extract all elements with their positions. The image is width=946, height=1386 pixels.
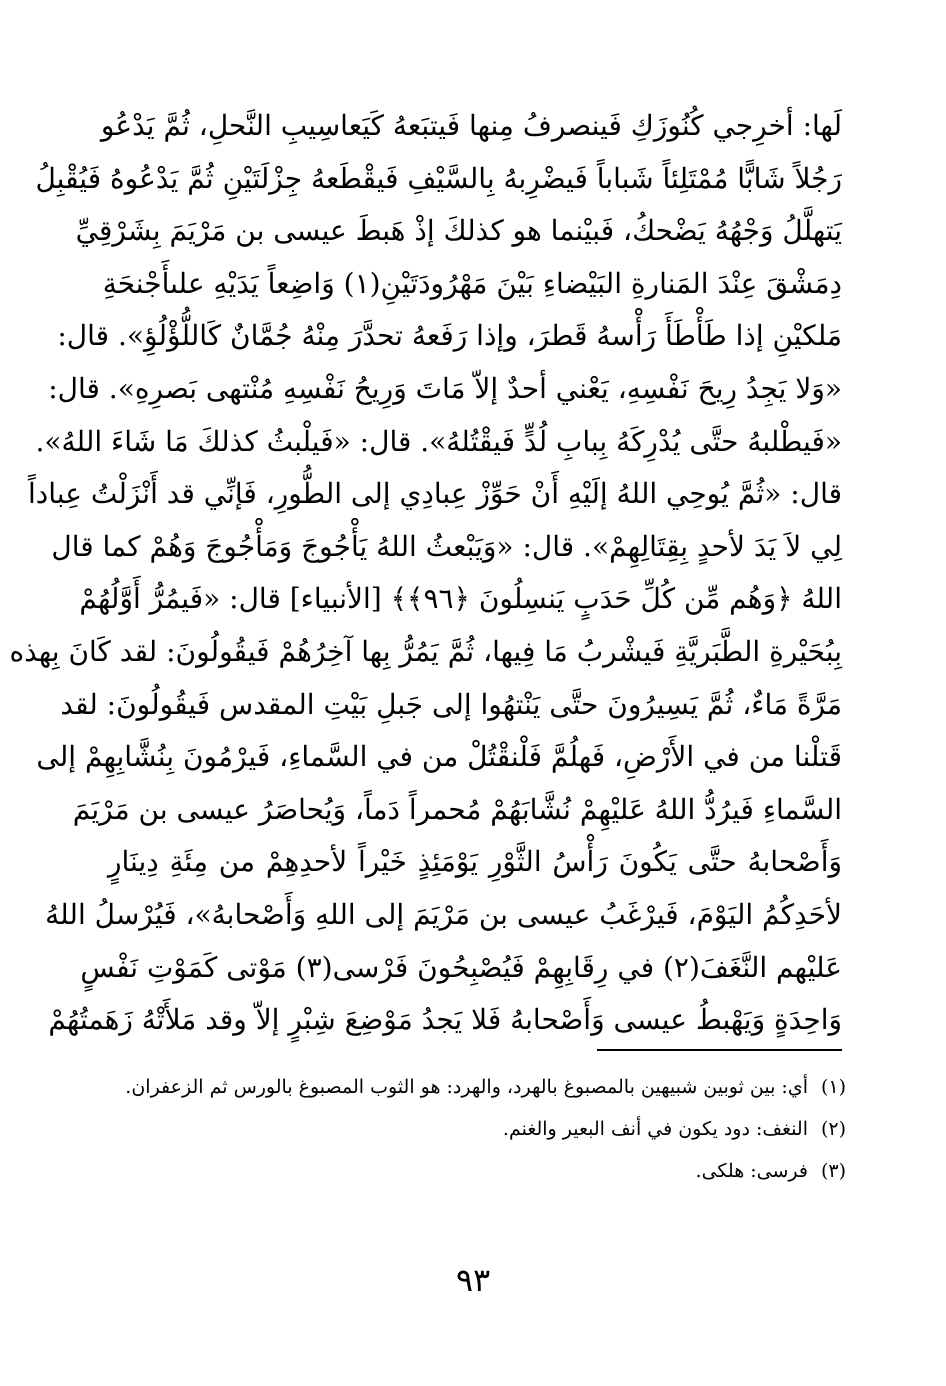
footnote-2 (108, 1108, 846, 1150)
text-line: مَلكيْنِ إذا طَأْطَأَ رَأْسهُ قَطرَ، وإذا رَفَعهُ تحدَّرَ مِنْهُ جُمَّانٌ كَاللُّؤْلُؤِ». قال: (57, 319, 842, 353)
text-line: يَتهلَّلُ وَجْهُهُ يَضْحكُ، فَبيْنما هو كذلكَ إذْ هَبطَ عيسى بن مَرْيَمَ بِشَرْقِيِّ (75, 214, 842, 248)
text-line: «فَيطْلبهُ حتَّى يُدْرِكَهُ بِبابِ لُدٍّ فَيقْتُلهُ». قال: «فَيلْبثُ كذلكَ مَا شَاءَ اللهُ». (35, 424, 842, 458)
text-line: لِي لاَ يَدَ لأحدٍ بِقِتَالِهِمْ». قال: «وَيَبْعثُ اللهُ يَأْجُوجَ وَمَأْجُوجَ وَهُمْ كما قال (51, 529, 842, 563)
main-text (9, 100, 842, 1047)
footnote-text: أي: بين ثوبين شبيهين بالمصبوغ بالهرد، والهرد: هو الثوب المصبوغ بالورس ثم الزعفران. (125, 1076, 808, 1098)
text-line: قال: «ثُمَّ يُوحِي اللهُ إلَيْهِ أَنْ حَوِّزْ عِبادِي إلى الطُّورِ، فَإنِّي قد أَنْزَلْتُ عِباداً (28, 477, 842, 511)
footnote-text: فرسى: هلكى. (695, 1160, 808, 1182)
footnote-number: (١) (820, 1076, 846, 1098)
footnote-number: (٣) (820, 1160, 846, 1182)
text-line: دِمَشْقَ عِنْدَ المَنارةِ البَيْضاءِ بَيْنَ مَهْرُودَتَيْنِ(١) وَاضِعاً يَدَيْهِ علىأَجْنحَةِ (102, 266, 842, 300)
footnote-3 (108, 1150, 846, 1192)
footnote-separator (597, 1049, 842, 1051)
text-line: وَاحِدَةٍ وَيَهْبطُ عيسى وَأَصْحابهُ فَلا يَجدُ مَوْضِعَ شِبْرٍ إلاّ وقد مَلأَتْهُ زَهَمتُهُمْ (48, 1003, 842, 1037)
text-line: اللهُ ﴿وَهُم مِّن كُلِّ حَدَبٍ يَنسِلُونَ ﴿٩٦﴾﴾ [الأنبياء] قال: «فَيمُرُّ أَوَّلُهُمْ (79, 582, 842, 616)
footnote-1 (108, 1066, 846, 1108)
page-number: ٩٣ (455, 1261, 491, 1299)
footnotes (108, 1066, 846, 1192)
text-line: السَّماءِ فَيرُدُّ اللهُ عَليْهِمْ نُشَّابَهُمْ مُحمراً دَماً، وَيُحاصَرُ عيسى بن مَرْيَمَ (72, 792, 842, 826)
text-line: قَتلْنا من في الأَرْضِ، فَهلُمَّ فَلْنقْتُلْ من في السَّماءِ، فَيرْمُونَ بِنُشَّابِهِمْ إلى (36, 740, 842, 774)
text-line: لَها: أخرِجي كُنُوزَكِ فَينصرفُ مِنها فَيتبَعهُ كَيَعاسِيبِ النَّحلِ، ثُمَّ يَدْعُو (100, 109, 842, 142)
text-line: «وَلا يَجِدُ رِيحَ نَفْسِهِ، يَعْني أحدٌ إلاّ مَاتَ وَرِيحُ نَفْسِهِ مُنْتهى بَصرِهِ». قال: (48, 371, 842, 405)
footnote-text: النغف: دود يكون في أنف البعير والغنم. (502, 1118, 808, 1140)
text-line: مَرَّةً مَاءٌ، ثُمَّ يَسِيرُونَ حتَّى يَنْتهُوا إلى جَبلِ بَيْتِ المقدس فَيقُولُونَ: لقد (60, 687, 842, 721)
text-line: وَأَصْحابهُ حتَّى يَكُونَ رَأْسُ الثَّوْرِ يَوْمَئِذٍ خَيْراً لأحدِهِمْ من مِئَةِ دِينَارٍ (108, 845, 842, 879)
text-line: بِبُحَيْرةِ الطَّبَريَّةِ فَيشْربُ مَا فِيها، ثُمَّ يَمُرُّ بِها آخِرُهُمْ فَيقُولُونَ: لقد كَانَ بِهذه (9, 634, 842, 668)
footnote-number: (٢) (820, 1118, 846, 1140)
text-line: لأحَدِكُمُ اليَوْمَ، فَيرْغَبُ عيسى بن مَرْيَمَ إلى اللهِ وَأَصْحابهُ»، فَيُرْسلُ اللهُ (45, 897, 842, 931)
text-line: رَجُلاً شَابًّا مُمْتَلِئاً شَباباً فَيضْرِبهُ بِالسَّيْفِ فَيقْطَعهُ جِزْلَتَيْنِ ثُمَّ يَدْعُوهُ فَيُقْبِلُ (35, 161, 842, 195)
text-line: عَليْهم النَّغَفَ(٢) في رِقَابِهِمْ فَيُصْبِحُونَ فَرْسى(٣) مَوْتى كَمَوْتِ نَفْسٍ (80, 950, 842, 984)
